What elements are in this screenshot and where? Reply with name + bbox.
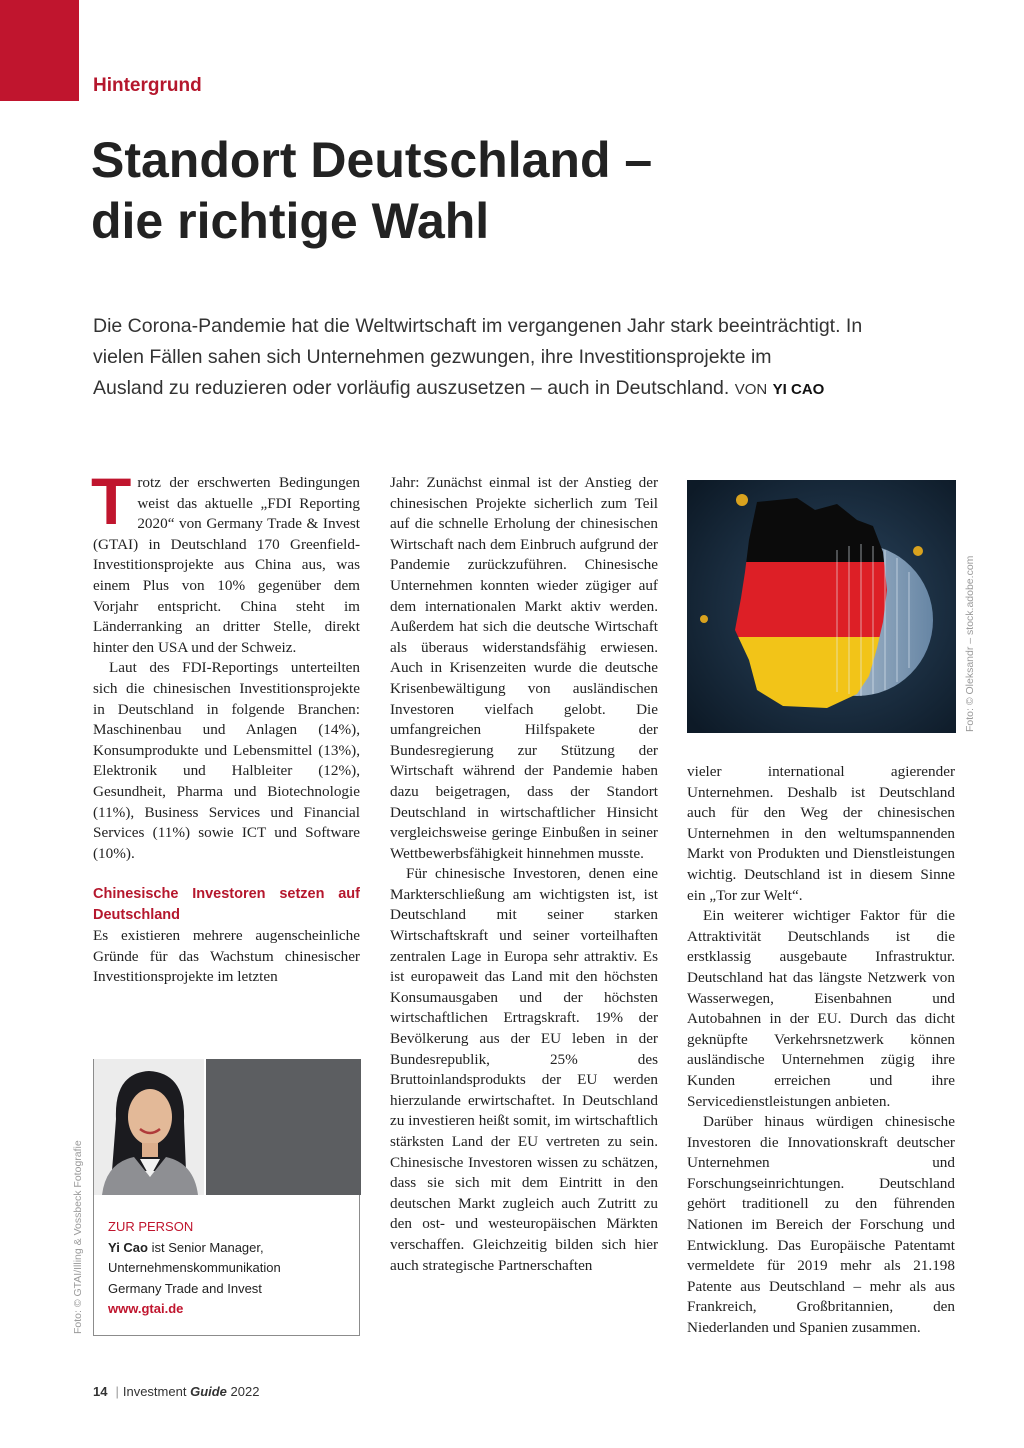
article-column-1 (91, 464, 360, 988)
byline-prefix: VON (734, 381, 768, 398)
paragraph-1 (91, 464, 360, 658)
lead-line-1: Die Corona-Pandemie hat die Weltwirtschaft im vergangenen Jahr stark beeinträchtigt. In (93, 315, 863, 337)
grey-color-block (206, 1059, 361, 1195)
author-bio (108, 1217, 358, 1320)
drop-cap: T (91, 464, 132, 538)
paragraph-4-continued: vieler international agierender Unternehmen. Deshalb ist Deutschland auch für den Weg der chinesischen Unternehmen in den weltumspannenden Markt von Produkten und Dienstleistungen wichtig. Deutschland ist in diesem Sinne ein „Tor zur Welt“. (687, 763, 955, 904)
footer-separator: | (115, 1384, 119, 1399)
paragraph-3-start: Es existieren mehrere augenscheinliche Gründe für das Wachstum chinesischer Investitionsprojekte im letzten (93, 927, 360, 986)
page-footer (93, 1384, 259, 1399)
lead-line-3 (93, 373, 953, 405)
magazine-prefix: Investment (122, 1384, 187, 1399)
bio-role: ist Senior Manager, (151, 1239, 264, 1255)
about-author-box (93, 1059, 360, 1336)
paragraph-5: Ein weiterer wichtiger Faktor für die Attraktivität Deutschlands ist die erstklassig ausgebaute Infrastruktur. Deutschland hat das längste Netzwerk von Wasserwegen, Eisenbahnen und Autobahnen in der EU. Durch das dicht geknüpfte Verkehrsnetzwerk können ausländische Unternehmen zügig ihre Kunden erreichen und ihre Servicedienstleistungen anbieten. (687, 907, 955, 1110)
headline-line-2: die richtige Wahl (91, 193, 490, 249)
article-headline (91, 130, 652, 252)
author-photo (94, 1059, 204, 1195)
byline-author: YI CAO (772, 381, 825, 398)
article-column-2 (390, 473, 658, 1276)
germany-map-image (687, 480, 956, 733)
magazine-name: Guide (190, 1384, 227, 1399)
headline-line-1: Standort Deutschland – (91, 132, 653, 188)
paragraph-4: Für chinesische Investoren, denen eine Markterschließung am wichtigsten ist, ist Deutschland mit seiner starken Wirtschaftskraft und seiner vorteilhaften zentralen Lage in Europa sehr attraktiv. Es ist europaweit das Land mit den höchsten Konsumausgaben und der höchsten wirtschaftlichen Ertragskraft. 19% der Bevölkerung aus der EU leben in der Bundesrepublik, 25% des Bruttoinlandsprodukts der EU werden hierzulande erwirtschaftet. In Deutschland zu investieren heißt somit, im wirtschaftlich stärksten Land der EU vertreten zu sein. Chinesische Investoren wissen zu schätzen, dass sie sich mit dem Eintritt in den deutschen Markt zugleich auch Zutritt zu den ost- und westeuropäischen Märkten verschaffen. Gleichzeitig bilden sich hier auch strategische Partnerschaften (390, 865, 658, 1274)
germany-flag-illustration (687, 480, 956, 733)
bio-department: Unternehmenskommunikation (108, 1260, 281, 1276)
section-kicker: Hintergrund (93, 75, 202, 96)
bio-role-line (108, 1238, 358, 1259)
paragraph-6: Darüber hinaus würdigen chinesische Investoren die Innovationskraft deutscher Unternehmen und Forschungseinrichtungen. Deutschland gehört traditionell zu den führenden Nationen im Bereich der Forschung und Entwicklung. Das Europäische Patentamt vermeldete für 2019 mehr als 21.198 Patente aus Deutschland – mehr als aus Frankreich, Großbritannien, den Niederlanden und Spanien zusammen. (687, 1113, 955, 1337)
article-column-3 (687, 762, 955, 1339)
lead-line-3-text: Ausland zu reduzieren oder vorläufig auszusetzen – auch in Deutschland. (93, 377, 730, 399)
lead-paragraph (93, 311, 953, 405)
figure-credit: Foto: © Oleksandr – stock.adobe.com (964, 555, 976, 732)
bio-name: Yi Cao (108, 1239, 148, 1255)
page-number: 14 (93, 1384, 108, 1399)
magazine-year: 2022 (230, 1384, 260, 1399)
lead-line-2: vielen Fällen sahen sich Unternehmen gezwungen, ihre Investitionsprojekte im (93, 346, 772, 368)
paragraph-3-continued: Jahr: Zunächst einmal ist der Anstieg der chinesischen Projekte sicherlich zum Teil auf die schnelle Erholung der chinesischen Wirtschaft nach dem Einbruch aufgrund der Pandemie zurückzuführen. Chinesische Unternehmen konnten wieder zügiger auf dem internationalen Markt aktiv werden. Außerdem hat sich die deutsche Wirtschaft als überaus widerstandsfähig erwiesen. Auch in Krisenzeiten wurde die deutsche Krisenbewältigung von ausländischen Investoren vielfach gelobt. Die umfangreichen Hilfspakete der Bundesregierung zur Stützung der Wirtschaft während der Pandemie haben dazu beigetragen, dass der Standort Deutschland in wirtschaftlicher Hinsicht vergleichsweise geringe Einbußen in seiner Wettbewerbsfähigkeit hinnehmen musste. (390, 474, 658, 862)
subheading: Chinesische Investoren setzen auf Deutschland (93, 886, 360, 924)
photo-credit: Foto: © GTAI/Illing & Vossbeck Fotografie (72, 1140, 84, 1334)
author-portrait (94, 1059, 204, 1195)
paragraph-2: Laut des FDI-Reportings unterteilten sich die chinesischen Investitionsprojekte in Deutschland in folgende Branchen: Maschinenbau und Anlagen (14%), Konsumprodukte und Lebensmittel (13%), Elektronik und Halbleiter (12%), Gesundheit, Pharma und Biotechnologie (11%), Business Services und Financial Services (11%) sowie ICT und Software (10%). (93, 659, 360, 862)
red-corner-block (0, 0, 79, 101)
bio-organization: Germany Trade and Invest (108, 1280, 262, 1296)
paragraph-1-text: rotz der erschwerten Bedingungen weist das aktuelle „FDI Reporting 2020“ von Germany Trade & Invest (GTAI) in Deutschland 170 Greenfield-Investitionsprojekte aus China aus, was einem Plus von 10% gegenüber dem Vorjahr entspricht. China steht im Länderranking an dritter Stelle, direkt hinter den USA und der Schweiz. (93, 474, 360, 656)
bio-website-link[interactable]: www.gtai.de (108, 1301, 184, 1317)
bio-label: ZUR PERSON (108, 1219, 194, 1234)
